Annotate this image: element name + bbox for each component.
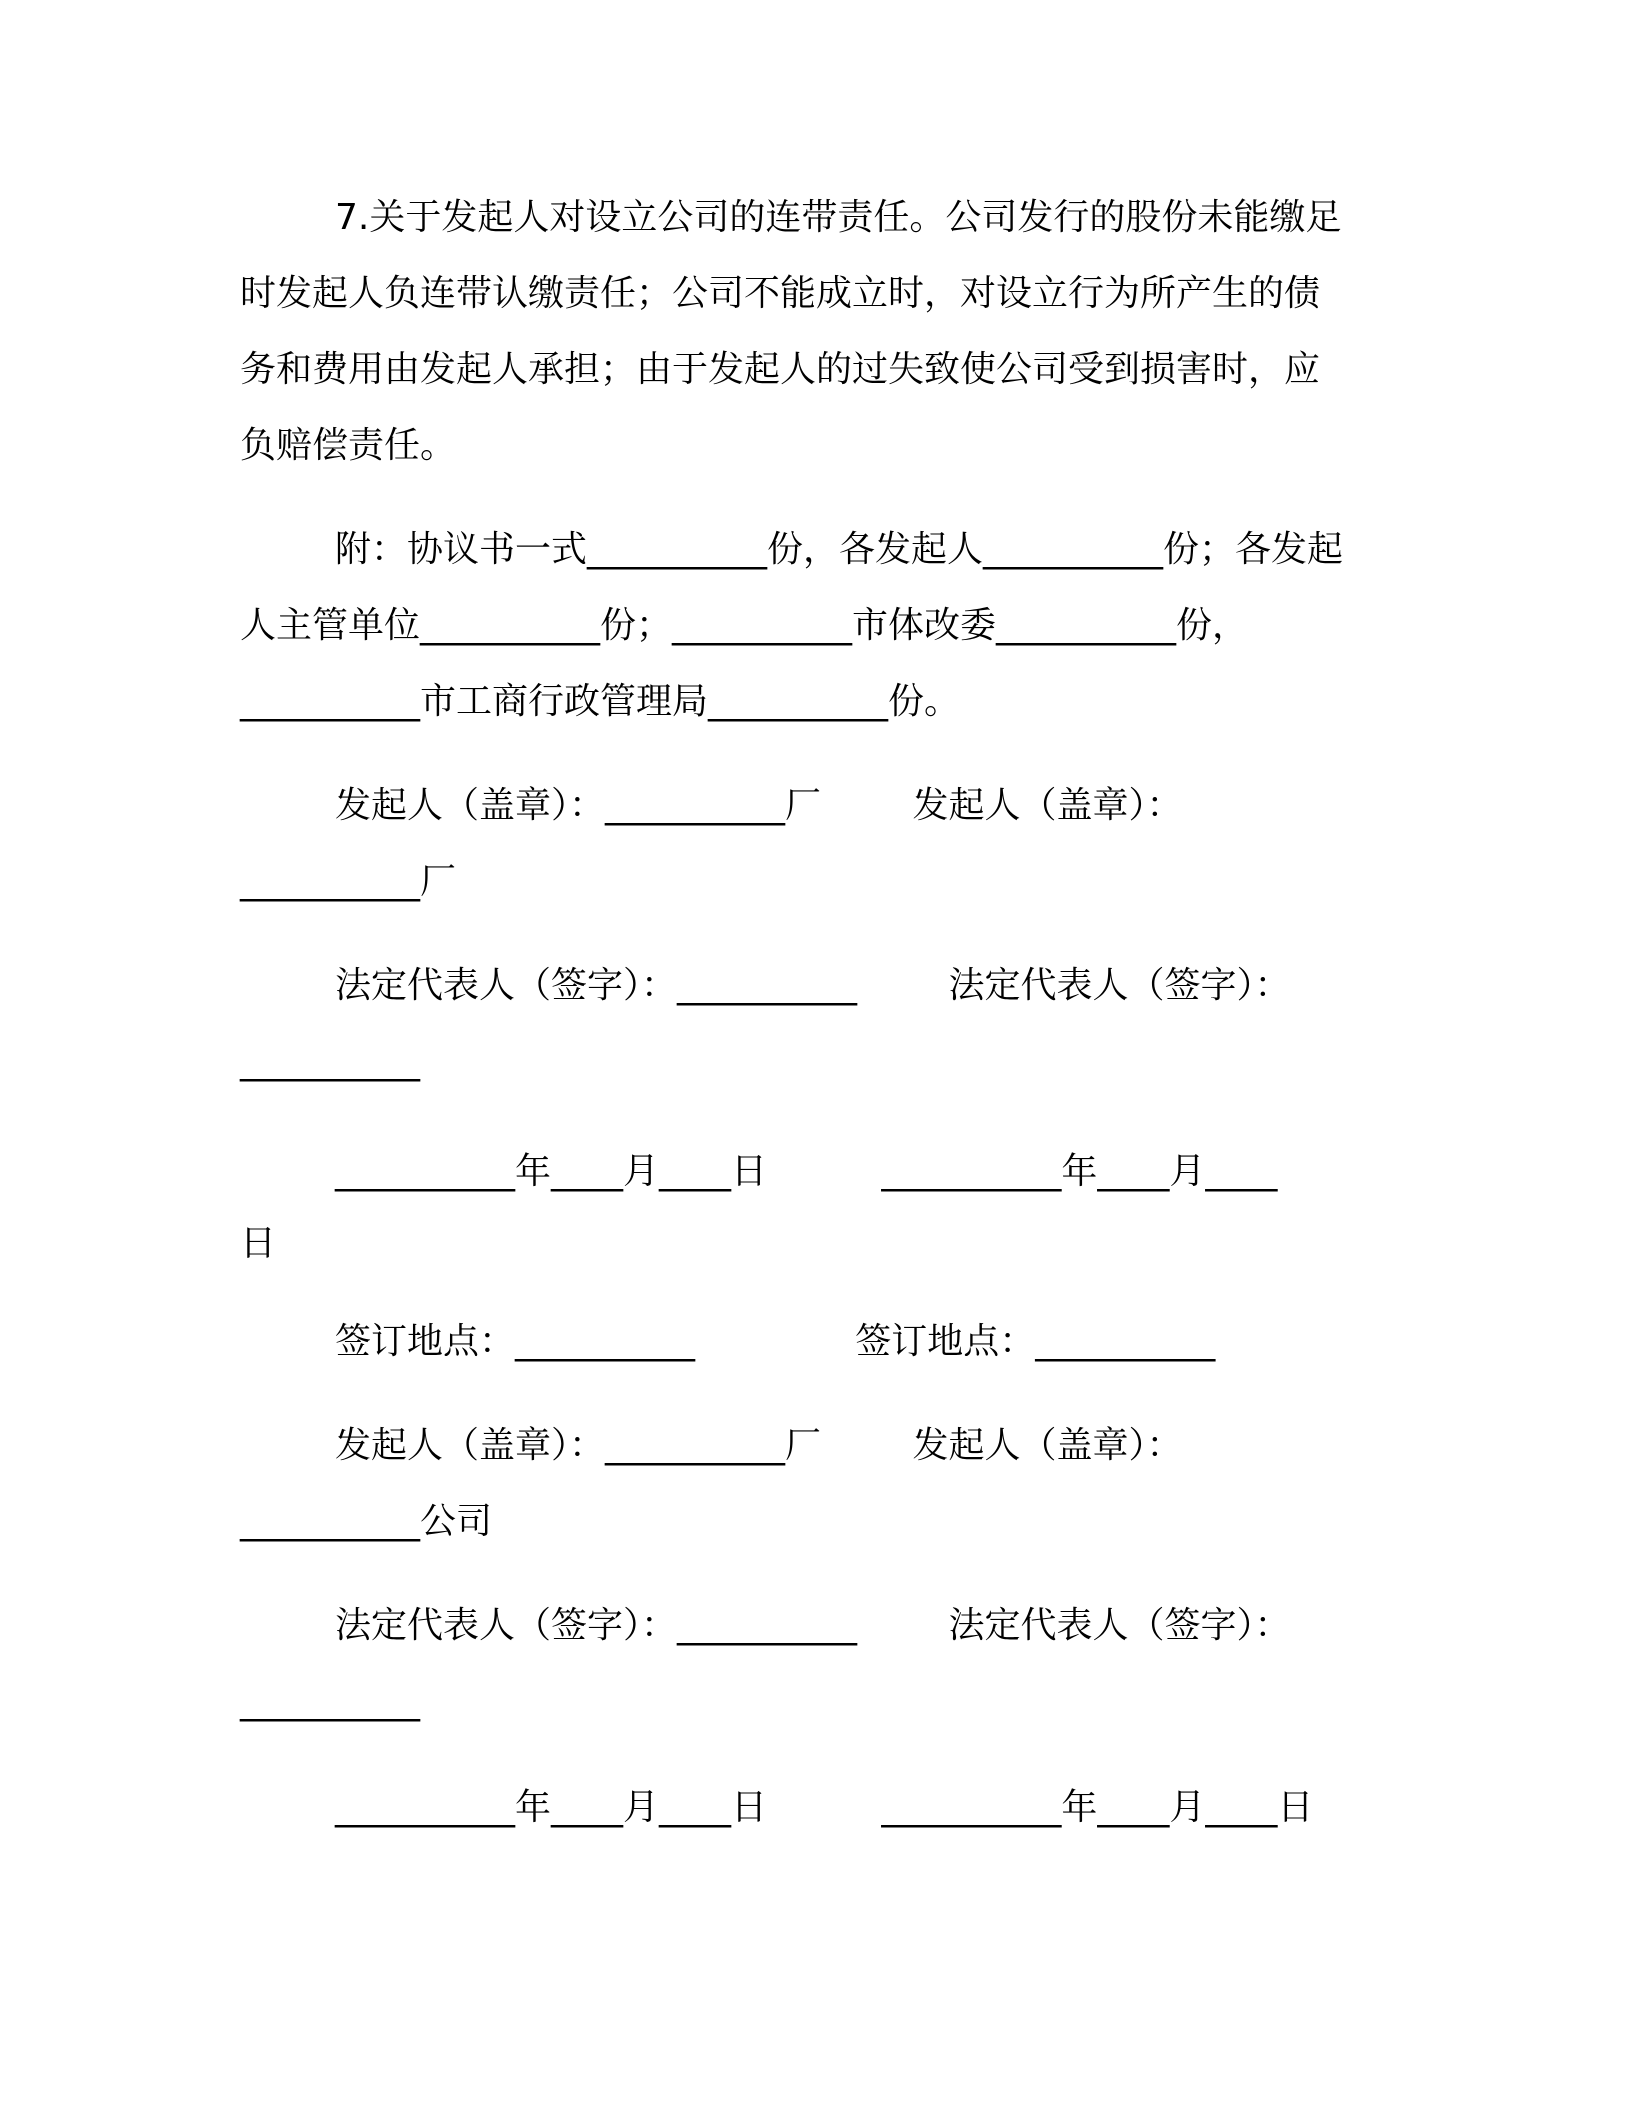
block1-sponsor-cont: __________厂	[240, 861, 457, 902]
block2-date-line: __________年____月____日 __________年____月____日	[335, 1787, 1314, 1828]
clause7-line3: 务和费用由发起人承担；由于发起人的过失致使公司受到损害时，应	[240, 349, 1321, 390]
appendix-line2: 人主管单位__________份；__________市体改委__________份，	[240, 605, 1249, 646]
block2-sponsor-cont: __________公司	[240, 1501, 493, 1542]
block2-sponsor-line: 发起人（盖章）：__________厂 发起人（盖章）：	[335, 1425, 1183, 1466]
clause7-line4: 负赔偿责任。	[240, 425, 457, 466]
block1-date-cont: 日	[240, 1223, 277, 1264]
appendix-line3: __________市工商行政管理局__________份。	[240, 681, 961, 722]
clause7-line1: 7.关于发起人对设立公司的连带责任。公司发行的股份未能缴足	[335, 197, 1342, 238]
block2-rep-cont: __________	[240, 1681, 420, 1722]
block1-date-line: __________年____月____日 __________年____月____	[335, 1151, 1278, 1192]
block1-rep-line: 法定代表人（签字）：__________ 法定代表人（签字）：	[335, 965, 1291, 1006]
block1-rep-cont: __________	[240, 1041, 420, 1082]
block2-rep-line: 法定代表人（签字）：__________ 法定代表人（签字）：	[335, 1605, 1291, 1646]
clause7-line2: 时发起人负连带认缴责任；公司不能成立时，对设立行为所产生的债	[240, 273, 1321, 314]
block1-place-line: 签订地点：__________ 签订地点：__________	[335, 1321, 1216, 1362]
appendix-line1: 附：协议书一式__________份，各发起人__________份；各发起	[335, 529, 1344, 570]
block1-sponsor-line: 发起人（盖章）：__________厂 发起人（盖章）：	[335, 785, 1183, 826]
